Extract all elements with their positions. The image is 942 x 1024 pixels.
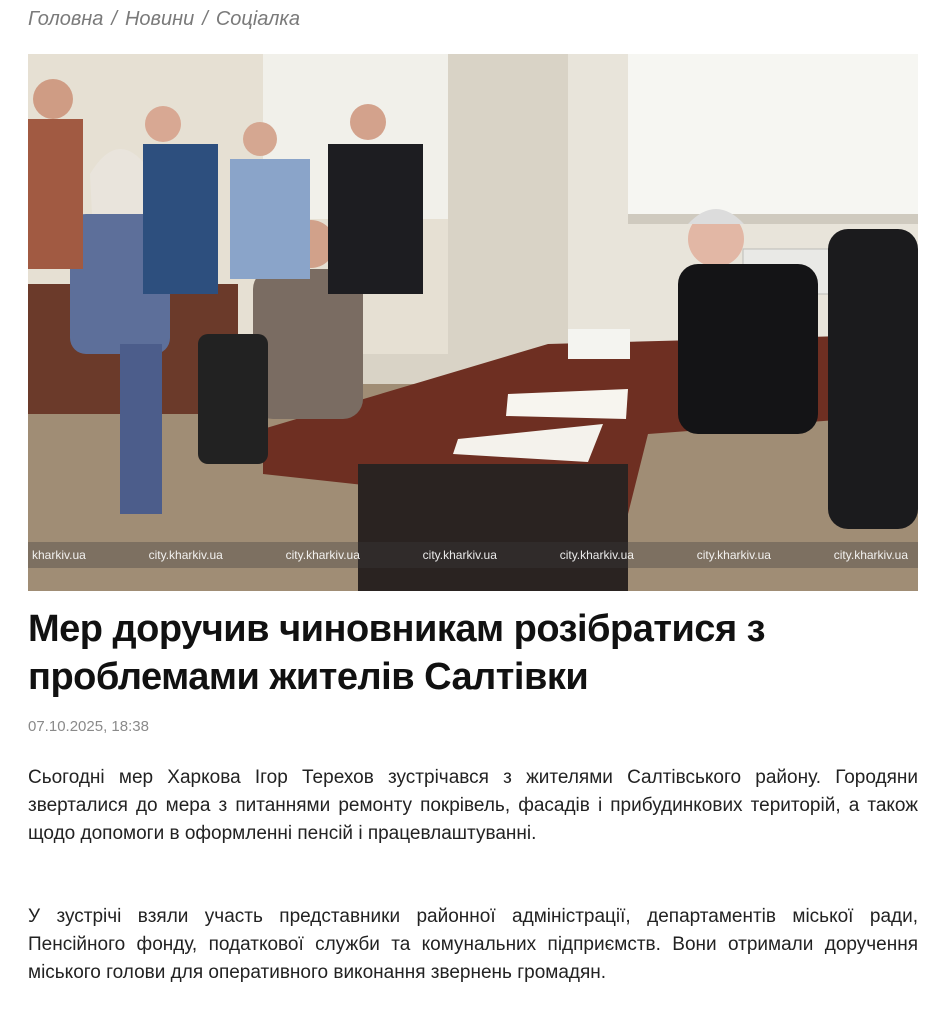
breadcrumb-separator: / xyxy=(111,8,117,30)
watermark-text: city.kharkiv.ua xyxy=(148,548,223,562)
article-title: Мер доручив чиновникам розібратися з проблемами жителів Салтівки xyxy=(28,608,766,698)
breadcrumb-separator: / xyxy=(202,8,208,30)
watermark-text: kharkiv.ua xyxy=(32,548,86,562)
article-paragraph: У зустрічі взяли участь представники районної адміністрації, департаментів міської ради, Пенсійного фонду, податкової служби та комунальних підприємств. Вони отримали доручення міського голови для оперативного виконання звернень громадян. xyxy=(28,906,918,983)
article-date: 07.10.2025, 18:38 xyxy=(28,718,149,735)
watermark-text: city.kharkiv.ua xyxy=(422,548,497,562)
watermark-text: city.kharkiv.ua xyxy=(833,548,908,562)
photo-watermarks xyxy=(28,542,918,568)
watermark-text: city.kharkiv.ua xyxy=(559,548,634,562)
watermark-text: city.kharkiv.ua xyxy=(696,548,771,562)
breadcrumb-news-link[interactable]: Новини xyxy=(124,8,195,30)
article-photo xyxy=(28,54,918,591)
breadcrumb-current-link[interactable]: Соціалка xyxy=(215,8,301,30)
article-paragraph: Сьогодні мер Харкова Ігор Терехов зустрічався з жителями Салтівського району. Городяни зверталися до мера з питаннями ремонту покрівель, фасадів і прибудинкових територій, а також щодо допомоги в оформленні пенсій і працевлаштуванні. xyxy=(28,767,918,844)
breadcrumb-home-link[interactable]: Головна xyxy=(28,8,104,30)
breadcrumb xyxy=(28,8,300,31)
photo-illustration xyxy=(28,54,918,591)
watermark-text: city.kharkiv.ua xyxy=(285,548,360,562)
